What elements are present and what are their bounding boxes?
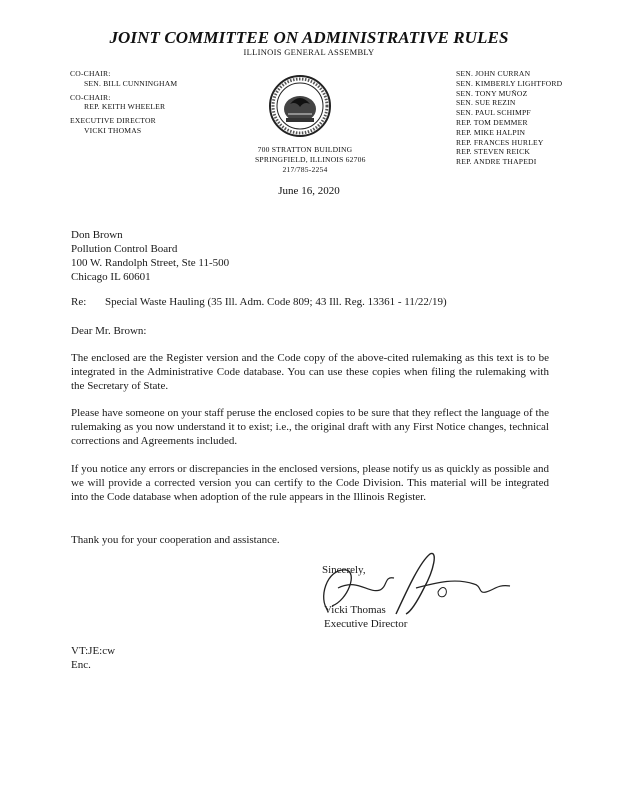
exec-director-name: VICKI THOMAS: [84, 125, 142, 135]
address-line-2: SPRINGFIELD, ILLINOIS 62706: [255, 154, 366, 164]
left-officers-column: [70, 69, 177, 136]
member-name: REP. FRANCES HURLEY: [456, 137, 544, 147]
co-chair-label-2: CO-CHAIR:: [70, 92, 111, 102]
signer-name: Vicki Thomas: [324, 604, 386, 616]
co-chair-label-1: CO-CHAIR:: [70, 69, 111, 78]
member-name: REP. TOM DEMMER: [456, 117, 528, 127]
subject-label: Re:: [71, 296, 87, 308]
paragraph-4: Thank you for your cooperation and assistance.: [71, 534, 280, 546]
committee-title: JOINT COMMITTEE ON ADMINISTRATIVE RULES: [109, 28, 509, 47]
address-line-1: 700 STRATTON BUILDING: [257, 145, 353, 154]
member-name: SEN. SUE REZIN: [456, 98, 516, 108]
typist-initials: VT:JE:cw: [71, 645, 116, 657]
co-chair-name-1: SEN. BILL CUNNINGHAM: [84, 78, 178, 88]
recipient-city: Chicago IL 60601: [71, 271, 151, 283]
signer-title: Executive Director: [324, 618, 408, 630]
member-name: SEN. PAUL SCHIMPF: [456, 108, 531, 118]
member-name: SEN. TONY MUÑOZ: [456, 88, 528, 98]
recipient-block: [71, 228, 229, 284]
recipient-name: Don Brown: [71, 229, 123, 241]
committee-subtitle: ILLINOIS GENERAL ASSEMBLY: [243, 47, 375, 57]
enclosure-note: Enc.: [71, 659, 91, 671]
member-name: REP. ANDRE THAPEDI: [456, 157, 537, 167]
closing: Sincerely,: [322, 564, 366, 576]
salutation: Dear Mr. Brown:: [71, 325, 147, 337]
member-name: REP. STEVEN REICK: [456, 147, 531, 157]
state-seal-icon: [268, 74, 332, 138]
paragraph-1: The enclosed are the Register version and the Code copy of the above-cited rulemaking as this text is to be integrated in the Administrative Code database. You can use these copies when filing the rulemaking with the Secretary of State.: [71, 352, 549, 392]
paragraph-2: Please have someone on your staff peruse the enclosed copies to be sure that they reflect the language of the rulemaking as you now understand it to exist; i.e., the original draft with any First Notice changes, technical corrections and Agreements included.: [71, 407, 549, 447]
recipient-street: 100 W. Randolph Street, Ste 11-500: [71, 257, 230, 269]
committee-address: [255, 145, 366, 174]
subject-line: [71, 295, 447, 309]
subject-text: Special Waste Hauling (35 Ill. Adm. Code 809; 43 Ill. Reg. 13361 - 11/22/19): [105, 296, 447, 308]
address-line-3: 217/785-2254: [282, 164, 328, 174]
co-chair-name-2: REP. KEITH WHEELER: [84, 102, 166, 112]
member-name: SEN. KIMBERLY LIGHTFORD: [456, 78, 563, 88]
recipient-org: Pollution Control Board: [71, 243, 178, 255]
paragraph-3: If you notice any errors or discrepancies in the enclosed versions, please notify us as quickly as possible and we will provide a corrected version you can certify to the Code Division. This material will be integrated into the Code database when adoption of the rule appears in the Illinois Register.: [71, 463, 549, 503]
member-name: REP. MIKE HALPIN: [456, 127, 526, 137]
member-name: SEN. JOHN CURRAN: [456, 69, 531, 78]
members-column: [456, 69, 562, 167]
exec-director-label: EXECUTIVE DIRECTOR: [70, 116, 156, 126]
letter-date: June 16, 2020: [278, 185, 340, 197]
